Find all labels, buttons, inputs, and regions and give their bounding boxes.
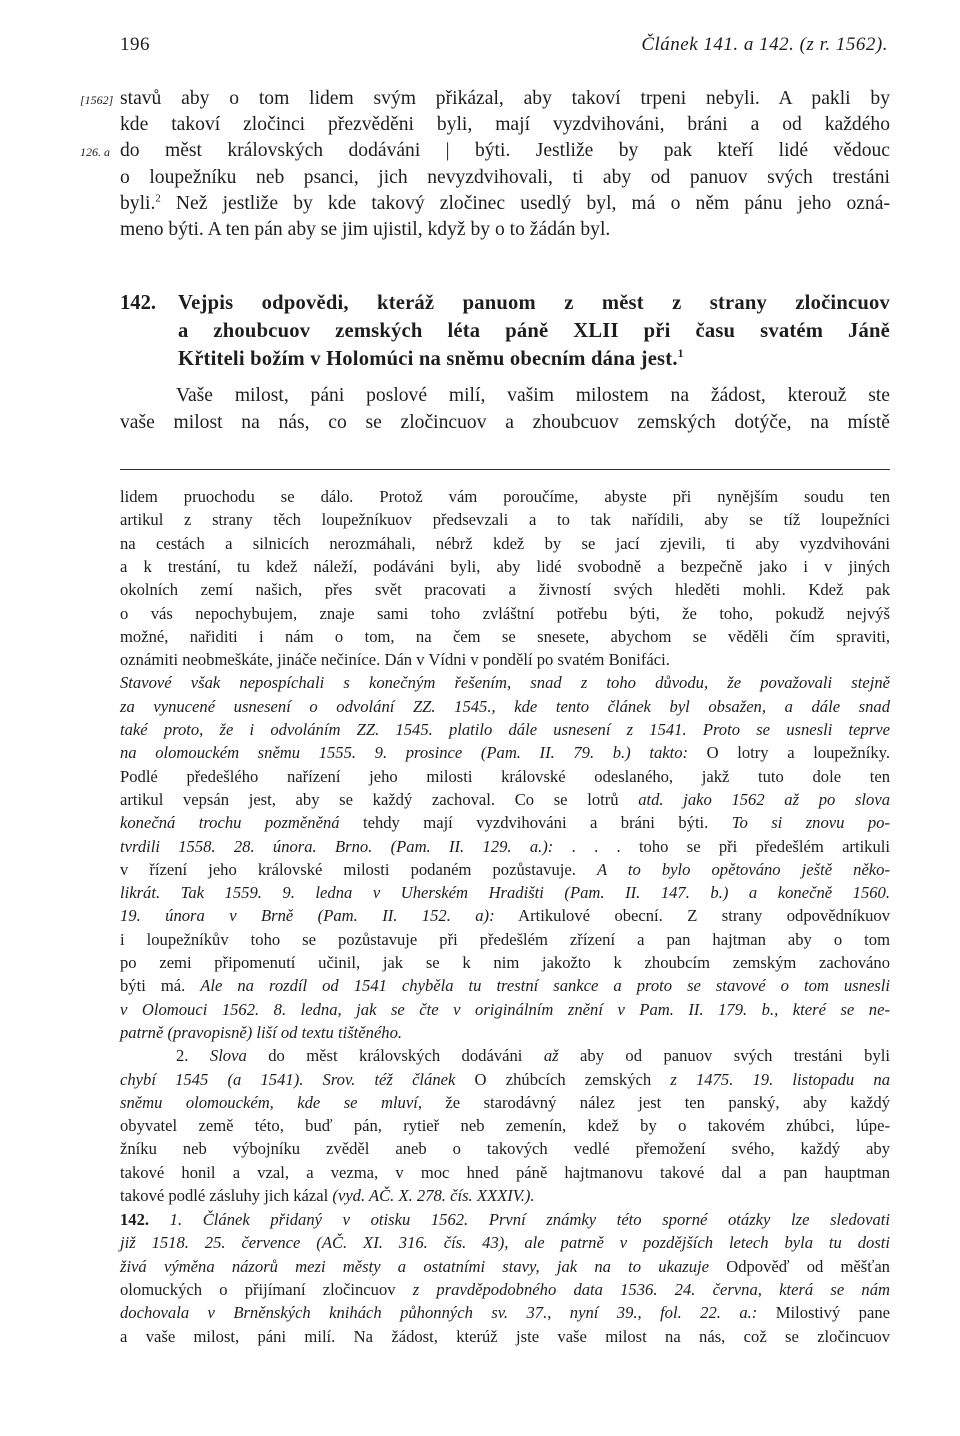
body-line bbox=[120, 219, 890, 245]
footnote-text: . . . toho se při předešlém artikuli bbox=[553, 836, 890, 856]
article-142-body bbox=[120, 385, 890, 441]
footnote-text: v řízení jeho královské milosti podaném pozůstavuje. bbox=[120, 859, 597, 879]
footnote-text: živá výměna názorů mezi městy a ostatními stavy, jak na to ukazuje bbox=[120, 1256, 709, 1276]
footnote-text: i loupežníkův toho se pozůstavuje při předešlém zřízení a pan hajtman aby o tom bbox=[120, 929, 890, 949]
footnote-text: 19. února v Brně (Pam. II. 152. a): bbox=[120, 906, 495, 926]
footnote-line bbox=[120, 953, 890, 979]
footnote-text: artikul z strany těch loupežníkuov předsevzali a to tak nařídili, aby se tíž loupežníci bbox=[120, 510, 890, 530]
footnote-line bbox=[120, 1070, 890, 1096]
footnote-line bbox=[120, 1046, 890, 1072]
footnote-text: Milostivý pane bbox=[757, 1303, 891, 1323]
footnote-line bbox=[120, 860, 890, 886]
page-header bbox=[120, 34, 888, 60]
footnote-line bbox=[120, 906, 890, 932]
footnote-text: do měst královských dodáváni bbox=[246, 1046, 544, 1066]
line-text: kde takoví zločinci přezvěděni byli, mají vyzdvihováni, bráni a od každého bbox=[120, 114, 890, 136]
footnote-text: a vaše milost, páni milí. Na žádost, kterúž jste vaše milost na nás, což se zločincuov bbox=[120, 1326, 890, 1346]
footnote-line bbox=[120, 1233, 890, 1259]
footnote-text: takto: bbox=[649, 743, 689, 763]
footnote-text: Podlé předešlého nařízení jeho milosti královské odeslaného, jakž tuto dole ten bbox=[120, 766, 890, 786]
footnote-text: možné, nařiditi i nám o tom, na čem se snesete, abychom se věděli čím spraviti, bbox=[120, 626, 890, 646]
footnote-text: olomuckých o přijímaní zločincuov bbox=[120, 1279, 413, 1299]
footnote-text: To si znovu po- bbox=[731, 813, 890, 833]
footnote-text: 1. Článek přidaný v otisku 1562. První známky této sporné otázky lze sledovati bbox=[169, 1210, 890, 1229]
footnote-text: tehdy mají vyzdvihováni a bráni býti. bbox=[339, 813, 732, 833]
page-number: 196 bbox=[120, 34, 150, 55]
footnote-line bbox=[120, 557, 890, 583]
footnote-line bbox=[120, 487, 890, 513]
footnote-mark: 2 bbox=[155, 192, 161, 205]
line-text: o loupežníku neb psanci, jich nevyzdvihovali, ti aby od panuov svých trestáni bbox=[120, 166, 890, 188]
footnote-text: A to bylo opětováno ještě něko- bbox=[596, 859, 890, 879]
footnote-text: atd. jako 1562 až po slova bbox=[638, 789, 890, 809]
footnote-text: O zhúbcích zemských bbox=[455, 1069, 671, 1089]
footnote-text: na olomouckém sněmu 1555. 9. prosince (Pam. II. 79. b.) bbox=[120, 743, 650, 763]
body-line bbox=[80, 88, 890, 114]
footnote-text: obyvatel země této, buď pán, rytieř neb zemenín, kdež by o takovém zhúbci, lúpe- bbox=[120, 1116, 890, 1136]
footnote-text: takové honil a vzal, a vezma, v moc hned páně hajtmanovu takové dal a pan hauptman bbox=[120, 1162, 890, 1182]
footnote-text: okolních zemí našich, přes svět pracovati a živností svých hleděti mohli. Kdež pak bbox=[120, 580, 890, 600]
footnote-text: sněmu olomouckém, kde se mluví, bbox=[120, 1092, 422, 1112]
footnote-line bbox=[120, 650, 890, 676]
footnote-text: dochovala v Brněnských knihách půhonných sv. 37., nyní 39., fol. 22. a.: bbox=[120, 1303, 758, 1323]
footnote-text: po zemi připomenutí učinil, jak se k nim jakožto k zhoubcím zemským zachováno bbox=[120, 953, 890, 972]
line-text: Než jestliže by kde takový zločinec usedlý byl, má o něm pánu jeho ozná- bbox=[160, 192, 890, 214]
footnote-line bbox=[120, 1210, 890, 1236]
article-142-heading bbox=[120, 292, 890, 374]
footnote-text: žníku neb výbojníku zvěděl aneb o takových vedlé přemožení svého, každý aby bbox=[120, 1139, 890, 1159]
footnote-text: až bbox=[543, 1046, 559, 1066]
footnote-text: z pravděpodobného data 1536. 24. června, která se nám bbox=[412, 1279, 890, 1299]
running-head: Článek 141. a 142. (z r. 1562). bbox=[641, 34, 888, 55]
line-text: stavů aby o tom lidem svým přikázal, aby takoví trpeni nebyli. A pakli by bbox=[120, 88, 890, 109]
footnote-text bbox=[149, 1210, 170, 1229]
footnote-line bbox=[120, 1327, 890, 1353]
footnote-text: v Olomouci 1562. 8. ledna, jak se čte v originálním znění v Pam. II. 179. b., které se ne- bbox=[120, 999, 890, 1019]
footnote-text: o vás nepochybujem, znaje sami toho zvláštní potřebu býti, že toho, pokudž nejvýš bbox=[120, 603, 890, 623]
footnote-text: oznámiti neobmeškáte, jináče nečiníce. Dán v Vídni v pondělí po svatém Bonifáci. bbox=[120, 650, 670, 670]
footnote-line bbox=[120, 1257, 890, 1283]
footnote-divider bbox=[120, 469, 890, 470]
footnote-text: a k trestání, tu kdež náleží, podáváni byli, aby lidé svobodně a bezpečně jako i v jiných bbox=[120, 556, 890, 576]
footnote-text: patrně (pravopisně) liší od textu tištěného. bbox=[120, 1022, 403, 1042]
footnote-text: býti má. bbox=[120, 976, 201, 996]
footnote-line bbox=[120, 627, 890, 653]
line-text: do měst královských dodáváni | býti. Jestliže by pak kteří lidé vědouc bbox=[120, 140, 890, 162]
footnotes-article-142 bbox=[120, 1210, 890, 1350]
footnote-line bbox=[120, 1139, 890, 1165]
body-line: vaše milost na nás, co se zločincuov a zhoubcuov zemských dotýče, na místě bbox=[120, 412, 890, 433]
body-line bbox=[120, 193, 890, 219]
body-line bbox=[120, 114, 890, 140]
footnote-text: 2. bbox=[176, 1046, 210, 1066]
footnote-text: že starodávný nález jest ten panský, aby každý bbox=[421, 1092, 890, 1112]
footnote-line bbox=[120, 604, 890, 630]
footnote-line bbox=[120, 930, 890, 956]
footnote-article-number: 142. bbox=[120, 1210, 150, 1229]
footnote-line bbox=[120, 1093, 890, 1119]
body-line bbox=[120, 167, 890, 193]
footnote-text: za vynucené usnesení o odvolání ZZ. 1545., kde tento článek byl obsažen, a dále snad bbox=[120, 696, 890, 716]
footnote-line bbox=[120, 673, 890, 699]
article-number: 142. bbox=[120, 292, 157, 314]
footnote-text: chybí 1545 (a 1541). Srov. též článek bbox=[120, 1069, 456, 1089]
footnote-text: tvrdili 1558. 28. února. Brno. (Pam. II. 129. a.): bbox=[120, 836, 554, 856]
footnote-text: také proto, že i odvoláním ZZ. 1545. platilo dále usnesení z 1541. Proto se usnesli teprve bbox=[120, 720, 890, 739]
article-141-continuation bbox=[80, 88, 890, 248]
footnotes-article-141 bbox=[120, 487, 890, 1207]
footnote-line bbox=[120, 1116, 890, 1142]
footnote-line bbox=[120, 1280, 890, 1306]
footnote-line bbox=[120, 767, 890, 793]
footnote-mark: 1 bbox=[677, 348, 684, 361]
footnote-line bbox=[120, 580, 890, 606]
line-text: meno býti. A ten pán aby se jim ujistil, když by o to žádán byl. bbox=[120, 219, 611, 240]
footnote-text: na cestách a silnicích nerozmáhali, nébrž kdež by se jací zjevili, ti aby vyzdvihováni bbox=[120, 533, 890, 553]
footnote-text: Stavové však nepospíchali s konečným řešením, snad z toho důvodu, že považovali stejně bbox=[120, 673, 890, 693]
footnote-line bbox=[120, 534, 890, 560]
footnote-line bbox=[120, 510, 890, 536]
footnote-line bbox=[120, 813, 890, 839]
footnote-line bbox=[120, 837, 890, 863]
footnote-text: takové podlé zásluhy jich kázal bbox=[120, 1186, 333, 1205]
article-title-line: Křtiteli božím v Holomúci na sněmu obecním dána jest.$^1$ bbox=[178, 348, 684, 370]
footnote-line bbox=[120, 1023, 890, 1049]
footnote-text: Slova bbox=[209, 1046, 247, 1066]
footnote-line bbox=[120, 976, 890, 1002]
line-text: byli. bbox=[120, 192, 156, 214]
footnote-text: z 1475. 19. listopadu na bbox=[670, 1069, 890, 1089]
footnote-text: konečná trochu pozměněná bbox=[120, 813, 340, 833]
footnote-text: Artikulové obecní. Z strany odpovědníkuov bbox=[494, 906, 891, 926]
body-line: Vaše milost, páni poslové milí, vašim milostem na žádost, kterouž ste bbox=[176, 385, 890, 406]
footnote-line bbox=[120, 790, 890, 816]
footnote-line bbox=[120, 720, 890, 746]
footnote-line bbox=[120, 1303, 890, 1329]
footnote-line bbox=[120, 743, 890, 769]
footnote-text: artikul vepsán jest, aby se každý zachoval. Co se lotrů bbox=[120, 789, 639, 809]
margin-reference: 126. a bbox=[80, 145, 110, 160]
margin-reference: [1562] bbox=[80, 93, 114, 107]
footnote-text: O lotry a loupežníky. bbox=[688, 743, 890, 763]
footnote-text: (vyd. AČ. X. 278. čís. XXXIV.). bbox=[332, 1186, 535, 1205]
footnote-line bbox=[120, 883, 890, 909]
footnote-line bbox=[120, 1000, 890, 1026]
footnote-text: lidem pruochodu se dálo. Protož vám poroučíme, abyste při nynějším soudu ten bbox=[120, 487, 890, 506]
footnote-text: již 1518. 25. července (AČ. XI. 316. čís. 43), ale patrně v pozdějších letech byla tu dosti bbox=[120, 1233, 890, 1253]
footnote-line bbox=[120, 1163, 890, 1189]
footnote-text: Odpověď od měšťan bbox=[708, 1256, 890, 1276]
article-title-line: Vejpis odpovědi, kteráž panuom z měst z strany zločincuov bbox=[178, 292, 890, 314]
article-title-line: a zhoubcuov zemských léta páně XLII při času svatém Jáně bbox=[178, 320, 890, 342]
footnote-text: likrát. Tak 1559. 9. ledna v Uherském Hradišti (Pam. II. 147. b.) a konečně 1560. bbox=[120, 883, 890, 903]
body-line bbox=[80, 140, 890, 166]
footnote-line bbox=[120, 1186, 890, 1212]
footnote-text: aby od panuov svých trestáni byli bbox=[558, 1046, 890, 1066]
footnote-text: Ale na rozdíl od 1541 chyběla tu trestní sankce a proto se stavové o tom usnesli bbox=[200, 976, 890, 996]
footnote-line bbox=[120, 697, 890, 723]
